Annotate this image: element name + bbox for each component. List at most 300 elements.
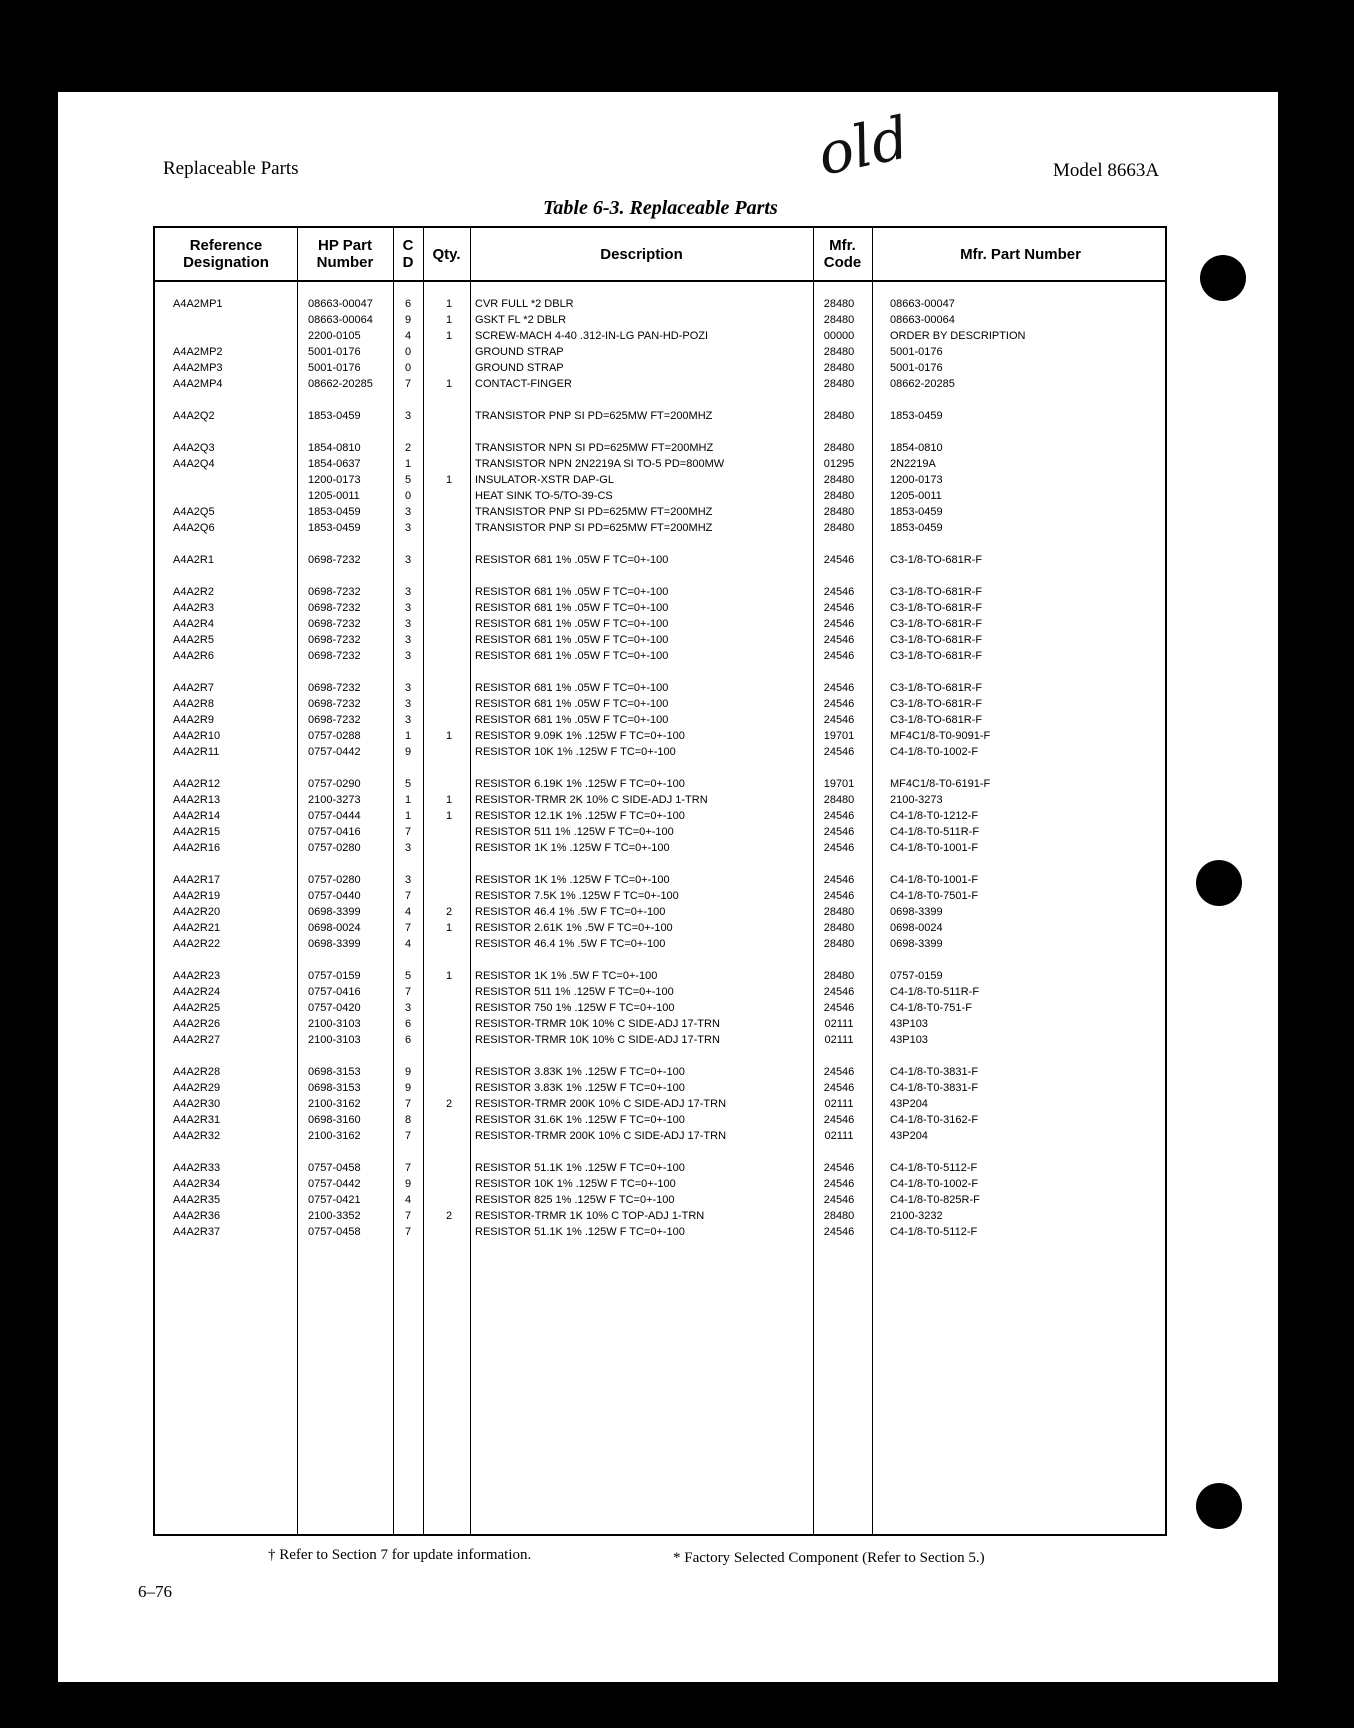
table-row [155, 584, 1165, 600]
cd-cell: 9 [404, 746, 412, 758]
hp-part-cell: 0757-0416 [308, 986, 361, 998]
mfr-code-cell: 28480 [823, 970, 855, 982]
ref-cell: A4A2R31 [173, 1114, 221, 1126]
ref-cell: A4A2R2 [173, 586, 214, 598]
description-cell: RESISTOR 10K 1% .125W F TC=0+-100 [475, 1178, 676, 1190]
mfr-part-number-cell: ORDER BY DESCRIPTION [890, 330, 1026, 342]
description-cell: TRANSISTOR NPN 2N2219A SI TO-5 PD=800MW [475, 458, 725, 470]
mfr-code-cell: 24546 [823, 890, 855, 902]
hp-part-cell: 2200-0105 [308, 330, 361, 342]
mfr-code-cell: 24546 [823, 554, 855, 566]
mfr-part-number-cell: C3-1/8-TO-681R-F [890, 650, 983, 662]
cd-cell: 0 [404, 490, 412, 502]
ref-cell: A4A2R13 [173, 794, 221, 806]
mfr-part-number-cell: 08663-00047 [890, 298, 955, 310]
footnote-update-info: † Refer to Section 7 for update information. [268, 1547, 532, 1563]
table-row [155, 344, 1165, 360]
ref-cell: A4A2MP2 [173, 346, 223, 358]
description-cell: RESISTOR 750 1% .125W F TC=0+-100 [475, 1002, 675, 1014]
table-row [155, 808, 1165, 824]
description-cell: GSKT FL *2 DBLR [475, 314, 567, 326]
mfr-part-number-cell: 08663-00064 [890, 314, 955, 326]
handwritten-annotation: old [811, 103, 915, 189]
description-cell: RESISTOR 6.19K 1% .125W F TC=0+-100 [475, 778, 685, 790]
mfr-part-number-cell: 43P204 [890, 1130, 928, 1142]
mfr-code-cell: 28480 [823, 346, 855, 358]
description-cell: RESISTOR 2.61K 1% .5W F TC=0+-100 [475, 922, 673, 934]
ref-cell: A4A2R11 [173, 746, 220, 758]
hp-part-cell: 0698-0024 [308, 922, 361, 934]
table-row [155, 312, 1165, 328]
ref-cell: A4A2MP4 [173, 378, 223, 390]
mfr-code-cell: 24546 [823, 650, 855, 662]
mfr-part-number-cell: C4-1/8-T0-1002-F [890, 746, 979, 758]
mfr-code-cell: 28480 [823, 922, 855, 934]
cd-cell: 3 [404, 682, 412, 694]
description-cell: RESISTOR 681 1% .05W F TC=0+-100 [475, 554, 669, 566]
hp-part-cell: 0698-3160 [308, 1114, 361, 1126]
table-row [155, 1224, 1165, 1240]
mfr-code-cell: 24546 [823, 986, 855, 998]
mfr-part-number-cell: C4-1/8-T0-3162-F [890, 1114, 979, 1126]
ref-cell: A4A2R17 [173, 874, 221, 886]
mfr-code-cell: 24546 [823, 1162, 855, 1174]
ref-cell: A4A2R30 [173, 1098, 221, 1110]
hp-part-cell: 1854-0810 [308, 442, 361, 454]
mfr-part-number-cell: 0698-3399 [890, 906, 943, 918]
hp-part-cell: 2100-3352 [308, 1210, 361, 1222]
hp-part-cell: 2100-3103 [308, 1034, 361, 1046]
qty-cell: 1 [445, 330, 453, 342]
mfr-part-number-cell: 2100-3232 [890, 1210, 943, 1222]
description-cell: RESISTOR 46.4 1% .5W F TC=0+-100 [475, 938, 666, 950]
ref-cell: A4A2R29 [173, 1082, 221, 1094]
cd-cell: 3 [404, 522, 412, 534]
table-caption: Table 6-3. Replaceable Parts [543, 197, 778, 219]
ref-cell: A4A2R24 [173, 986, 221, 998]
cd-cell: 3 [404, 634, 412, 646]
description-cell: RESISTOR 681 1% .05W F TC=0+-100 [475, 586, 669, 598]
mfr-part-number-cell: C4-1/8-T0-511R-F [890, 986, 980, 998]
table-row [155, 1064, 1165, 1080]
qty-cell: 1 [445, 970, 453, 982]
mfr-code-cell: 28480 [823, 490, 855, 502]
description-cell: RESISTOR 12.1K 1% .125W F TC=0+-100 [475, 810, 685, 822]
table-row [155, 648, 1165, 664]
hp-part-cell: 5001-0176 [308, 346, 361, 358]
description-cell: TRANSISTOR PNP SI PD=625MW FT=200MHZ [475, 410, 713, 422]
mfr-part-number-cell: 43P103 [890, 1034, 928, 1046]
table-row [155, 984, 1165, 1000]
description-cell: RESISTOR 681 1% .05W F TC=0+-100 [475, 618, 669, 630]
mfr-part-number-cell: 1853-0459 [890, 410, 943, 422]
description-cell: RESISTOR 681 1% .05W F TC=0+-100 [475, 698, 669, 710]
cd-cell: 5 [404, 474, 412, 486]
table-row [155, 1000, 1165, 1016]
hp-part-cell: 0698-3153 [308, 1066, 361, 1078]
hp-part-cell: 0757-0290 [308, 778, 361, 790]
description-cell: RESISTOR-TRMR 200K 10% C SIDE-ADJ 17-TRN [475, 1098, 727, 1110]
description-cell: RESISTOR-TRMR 200K 10% C SIDE-ADJ 17-TRN [475, 1130, 727, 1142]
table-row [155, 440, 1165, 456]
table-row [155, 632, 1165, 648]
cd-cell: 3 [404, 506, 412, 518]
mfr-part-number-cell: C4-1/8-T0-751-F [890, 1002, 972, 1014]
ref-cell: A4A2Q2 [173, 410, 215, 422]
hp-part-cell: 0757-0421 [308, 1194, 361, 1206]
cd-cell: 2 [404, 442, 412, 454]
ref-cell: A4A2R15 [173, 826, 221, 838]
description-cell: RESISTOR 3.83K 1% .125W F TC=0+-100 [475, 1082, 685, 1094]
qty-cell: 2 [445, 906, 453, 918]
mfr-code-cell: 28480 [823, 1210, 855, 1222]
cd-cell: 3 [404, 554, 412, 566]
ref-cell: A4A2Q5 [173, 506, 215, 518]
table-row [155, 696, 1165, 712]
qty-cell: 1 [445, 922, 453, 934]
hp-part-cell: 2100-3273 [308, 794, 361, 806]
mfr-code-cell: 24546 [823, 826, 855, 838]
table-row [155, 472, 1165, 488]
hp-part-cell: 0698-7232 [308, 602, 361, 614]
description-cell: CONTACT-FINGER [475, 378, 572, 390]
table-row [155, 1128, 1165, 1144]
mfr-part-number-cell: 43P103 [890, 1018, 928, 1030]
mfr-code-cell: 24546 [823, 602, 855, 614]
mfr-code-cell: 24546 [823, 1178, 855, 1190]
binder-hole [1196, 860, 1242, 906]
mfr-part-number-cell: C4-1/8-T0-1001-F [890, 874, 979, 886]
table-row [155, 824, 1165, 840]
cd-cell: 7 [404, 1098, 412, 1110]
cd-cell: 1 [404, 458, 412, 470]
hp-part-cell: 08663-00047 [308, 298, 373, 310]
description-cell: RESISTOR 1K 1% .5W F TC=0+-100 [475, 970, 658, 982]
hp-part-cell: 0698-7232 [308, 714, 361, 726]
hp-part-cell: 0698-7232 [308, 586, 361, 598]
table-row [155, 408, 1165, 424]
ref-cell: A4A2R21 [173, 922, 221, 934]
mfr-code-cell: 28480 [823, 298, 855, 310]
cd-cell: 7 [404, 1162, 412, 1174]
table-row [155, 888, 1165, 904]
description-cell: GROUND STRAP [475, 362, 564, 374]
table-row [155, 1176, 1165, 1192]
description-cell: RESISTOR 10K 1% .125W F TC=0+-100 [475, 746, 676, 758]
qty-cell: 1 [445, 298, 453, 310]
cd-cell: 1 [404, 794, 412, 806]
mfr-part-number-cell: 1853-0459 [890, 522, 943, 534]
ref-cell: A4A2MP3 [173, 362, 223, 374]
mfr-part-number-cell: 08662-20285 [890, 378, 955, 390]
table-row [155, 744, 1165, 760]
description-cell: RESISTOR 681 1% .05W F TC=0+-100 [475, 602, 669, 614]
ref-cell: A4A2R7 [173, 682, 214, 694]
mfr-part-number-cell: C3-1/8-TO-681R-F [890, 602, 983, 614]
ref-cell: A4A2MP1 [173, 298, 223, 310]
header-left-title: Replaceable Parts [163, 158, 299, 179]
cd-cell: 4 [404, 330, 412, 342]
cd-cell: 8 [404, 1114, 412, 1126]
mfr-code-cell: 28480 [823, 522, 855, 534]
cd-cell: 5 [404, 970, 412, 982]
col-header-description: Description [600, 245, 683, 263]
mfr-code-cell: 01295 [823, 458, 855, 470]
mfr-part-number-cell: C4-1/8-T0-3831-F [890, 1082, 979, 1094]
mfr-part-number-cell: 5001-0176 [890, 362, 943, 374]
cd-cell: 0 [404, 362, 412, 374]
mfr-code-cell: 24546 [823, 810, 855, 822]
mfr-part-number-cell: C4-1/8-T0-1002-F [890, 1178, 979, 1190]
mfr-code-cell: 24546 [823, 1194, 855, 1206]
mfr-part-number-cell: C4-1/8-T0-825R-F [890, 1194, 980, 1206]
hp-part-cell: 1854-0637 [308, 458, 361, 470]
header-rule [155, 280, 1165, 282]
description-cell: RESISTOR-TRMR 1K 10% C TOP-ADJ 1-TRN [475, 1210, 705, 1222]
mfr-part-number-cell: C3-1/8-TO-681R-F [890, 698, 983, 710]
cd-cell: 6 [404, 1018, 412, 1030]
hp-part-cell: 2100-3162 [308, 1130, 361, 1142]
mfr-part-number-cell: C3-1/8-TO-681R-F [890, 618, 983, 630]
mfr-part-number-cell: 1200-0173 [890, 474, 943, 486]
description-cell: GROUND STRAP [475, 346, 564, 358]
cd-cell: 3 [404, 410, 412, 422]
qty-cell: 1 [445, 474, 453, 486]
cd-cell: 3 [404, 602, 412, 614]
ref-cell: A4A2R10 [173, 730, 221, 742]
table-row [155, 360, 1165, 376]
table-row [155, 1112, 1165, 1128]
table-row [155, 1096, 1165, 1112]
description-cell: RESISTOR-TRMR 10K 10% C SIDE-ADJ 17-TRN [475, 1018, 720, 1030]
description-cell: SCREW-MACH 4-40 .312-IN-LG PAN-HD-POZI [475, 330, 709, 342]
mfr-part-number-cell: C4-1/8-T0-3831-F [890, 1066, 979, 1078]
qty-cell: 1 [445, 810, 453, 822]
mfr-part-number-cell: 1205-0011 [890, 490, 942, 502]
col-header-mfr-code: Mfr. Code [823, 237, 862, 271]
hp-part-cell: 0757-0420 [308, 1002, 361, 1014]
ref-cell: A4A2R33 [173, 1162, 221, 1174]
description-cell: RESISTOR 51.1K 1% .125W F TC=0+-100 [475, 1162, 685, 1174]
description-cell: RESISTOR-TRMR 10K 10% C SIDE-ADJ 17-TRN [475, 1034, 720, 1046]
mfr-part-number-cell: C3-1/8-TO-681R-F [890, 586, 983, 598]
hp-part-cell: 0757-0442 [308, 1178, 361, 1190]
description-cell: TRANSISTOR PNP SI PD=625MW FT=200MHZ [475, 506, 713, 518]
header-right-title: Model 8663A [1053, 160, 1160, 181]
ref-cell: A4A2R34 [173, 1178, 221, 1190]
hp-part-cell: 1853-0459 [308, 522, 361, 534]
description-cell: RESISTOR 46.4 1% .5W F TC=0+-100 [475, 906, 666, 918]
description-cell: CVR FULL *2 DBLR [475, 298, 574, 310]
table-row [155, 1192, 1165, 1208]
ref-cell: A4A2R12 [173, 778, 221, 790]
table-row [155, 1160, 1165, 1176]
mfr-code-cell: 24546 [823, 618, 855, 630]
description-cell: TRANSISTOR NPN SI PD=625MW FT=200MHZ [475, 442, 714, 454]
description-cell: RESISTOR 511 1% .125W F TC=0+-100 [475, 986, 674, 998]
hp-part-cell: 1205-0011 [308, 490, 360, 502]
mfr-code-cell: 24546 [823, 1066, 855, 1078]
mfr-code-cell: 28480 [823, 362, 855, 374]
mfr-part-number-cell: C4-1/8-T0-5112-F [890, 1226, 978, 1238]
mfr-code-cell: 24546 [823, 874, 855, 886]
cd-cell: 7 [404, 378, 412, 390]
cd-cell: 6 [404, 1034, 412, 1046]
ref-cell: A4A2R25 [173, 1002, 221, 1014]
mfr-part-number-cell: MF4C1/8-T0-9091-F [890, 730, 991, 742]
cd-cell: 7 [404, 1210, 412, 1222]
qty-cell: 1 [445, 794, 453, 806]
table-row [155, 712, 1165, 728]
table-row [155, 600, 1165, 616]
cd-cell: 6 [404, 298, 412, 310]
description-cell: RESISTOR 511 1% .125W F TC=0+-100 [475, 826, 674, 838]
mfr-code-cell: 28480 [823, 474, 855, 486]
hp-part-cell: 0757-0440 [308, 890, 361, 902]
cd-cell: 9 [404, 1178, 412, 1190]
mfr-code-cell: 28480 [823, 314, 855, 326]
mfr-code-cell: 02111 [824, 1098, 854, 1110]
cd-cell: 3 [404, 650, 412, 662]
cd-cell: 3 [404, 874, 412, 886]
description-cell: TRANSISTOR PNP SI PD=625MW FT=200MHZ [475, 522, 713, 534]
binder-hole [1200, 255, 1246, 301]
description-cell: RESISTOR 1K 1% .125W F TC=0+-100 [475, 842, 670, 854]
table-row [155, 456, 1165, 472]
cd-cell: 3 [404, 1002, 412, 1014]
hp-part-cell: 08663-00064 [308, 314, 373, 326]
table-row [155, 488, 1165, 504]
mfr-code-cell: 28480 [823, 938, 855, 950]
cd-cell: 3 [404, 842, 412, 854]
cd-cell: 3 [404, 698, 412, 710]
mfr-part-number-cell: C3-1/8-TO-681R-F [890, 682, 983, 694]
ref-cell: A4A2R5 [173, 634, 214, 646]
ref-cell: A4A2R35 [173, 1194, 221, 1206]
description-cell: RESISTOR 9.09K 1% .125W F TC=0+-100 [475, 730, 685, 742]
ref-cell: A4A2R36 [173, 1210, 221, 1222]
hp-part-cell: 0757-0288 [308, 730, 361, 742]
mfr-code-cell: 24546 [823, 842, 855, 854]
table-row [155, 680, 1165, 696]
hp-part-cell: 0698-7232 [308, 554, 361, 566]
qty-cell: 1 [445, 730, 453, 742]
description-cell: RESISTOR 7.5K 1% .125W F TC=0+-100 [475, 890, 679, 902]
mfr-code-cell: 24546 [823, 1002, 855, 1014]
table-row [155, 1016, 1165, 1032]
table-row [155, 968, 1165, 984]
mfr-part-number-cell: 1854-0810 [890, 442, 943, 454]
mfr-code-cell: 24546 [823, 682, 855, 694]
hp-part-cell: 0757-0280 [308, 874, 361, 886]
mfr-code-cell: 28480 [823, 506, 855, 518]
mfr-code-cell: 24546 [823, 634, 855, 646]
mfr-code-cell: 19701 [823, 778, 855, 790]
qty-cell: 2 [445, 1098, 453, 1110]
mfr-part-number-cell: C4-1/8-T0-1212-F [890, 810, 979, 822]
table-row [155, 552, 1165, 568]
cd-cell: 3 [404, 586, 412, 598]
hp-part-cell: 0757-0280 [308, 842, 361, 854]
mfr-code-cell: 24546 [823, 1082, 855, 1094]
document-page [58, 92, 1278, 1682]
hp-part-cell: 0698-7232 [308, 682, 361, 694]
table-row [155, 376, 1165, 392]
mfr-code-cell: 02111 [824, 1018, 854, 1030]
page-number: 6–76 [138, 1582, 172, 1601]
ref-cell: A4A2R23 [173, 970, 221, 982]
mfr-part-number-cell: C3-1/8-TO-681R-F [890, 714, 983, 726]
hp-part-cell: 0698-7232 [308, 634, 361, 646]
table-row [155, 616, 1165, 632]
description-cell: INSULATOR-XSTR DAP-GL [475, 474, 614, 486]
mfr-part-number-cell: C3-1/8-TO-681R-F [890, 554, 983, 566]
cd-cell: 9 [404, 1082, 412, 1094]
mfr-part-number-cell: C4-1/8-T0-7501-F [890, 890, 979, 902]
hp-part-cell: 2100-3103 [308, 1018, 361, 1030]
cd-cell: 7 [404, 1130, 412, 1142]
mfr-part-number-cell: MF4C1/8-T0-6191-F [890, 778, 991, 790]
ref-cell: A4A2R20 [173, 906, 221, 918]
table-row [155, 904, 1165, 920]
mfr-part-number-cell: 2100-3273 [890, 794, 943, 806]
table-row [155, 728, 1165, 744]
table-row [155, 520, 1165, 536]
hp-part-cell: 0757-0416 [308, 826, 361, 838]
col-header-reference-designation: Reference Designation [183, 237, 269, 271]
cd-cell: 4 [404, 1194, 412, 1206]
description-cell: RESISTOR 3.83K 1% .125W F TC=0+-100 [475, 1066, 685, 1078]
binder-hole [1196, 1483, 1242, 1529]
ref-cell: A4A2Q6 [173, 522, 215, 534]
mfr-part-number-cell: 0698-0024 [890, 922, 943, 934]
hp-part-cell: 1853-0459 [308, 506, 361, 518]
cd-cell: 1 [404, 810, 412, 822]
table-row [155, 936, 1165, 952]
mfr-code-cell: 24546 [823, 1114, 855, 1126]
ref-cell: A4A2R4 [173, 618, 214, 630]
mfr-code-cell: 24546 [823, 586, 855, 598]
col-header-qty: Qty. [432, 245, 461, 263]
hp-part-cell: 1200-0173 [308, 474, 361, 486]
description-cell: RESISTOR 31.6K 1% .125W F TC=0+-100 [475, 1114, 685, 1126]
col-header-mfr-part-number: Mfr. Part Number [960, 245, 1081, 263]
ref-cell: A4A2Q4 [173, 458, 215, 470]
description-cell: RESISTOR 681 1% .05W F TC=0+-100 [475, 650, 669, 662]
description-cell: RESISTOR 825 1% .125W F TC=0+-100 [475, 1194, 675, 1206]
mfr-part-number-cell: C4-1/8-T0-511R-F [890, 826, 980, 838]
ref-cell: A4A2R22 [173, 938, 221, 950]
hp-part-cell: 1853-0459 [308, 410, 361, 422]
ref-cell: A4A2R27 [173, 1034, 221, 1046]
table-row [155, 840, 1165, 856]
hp-part-cell: 0698-3399 [308, 938, 361, 950]
ref-cell: A4A2Q3 [173, 442, 215, 454]
hp-part-cell: 2100-3162 [308, 1098, 361, 1110]
description-cell: RESISTOR-TRMR 2K 10% C SIDE-ADJ 1-TRN [475, 794, 708, 806]
table-row [155, 776, 1165, 792]
table-row [155, 296, 1165, 312]
cd-cell: 1 [404, 730, 412, 742]
mfr-part-number-cell: C4-1/8-T0-5112-F [890, 1162, 978, 1174]
mfr-part-number-cell: C4-1/8-T0-1001-F [890, 842, 979, 854]
qty-cell: 1 [445, 378, 453, 390]
mfr-part-number-cell: 5001-0176 [890, 346, 943, 358]
col-header-cd: C D [402, 237, 414, 271]
description-cell: RESISTOR 681 1% .05W F TC=0+-100 [475, 682, 669, 694]
table-row [155, 792, 1165, 808]
ref-cell: A4A2R1 [173, 554, 214, 566]
